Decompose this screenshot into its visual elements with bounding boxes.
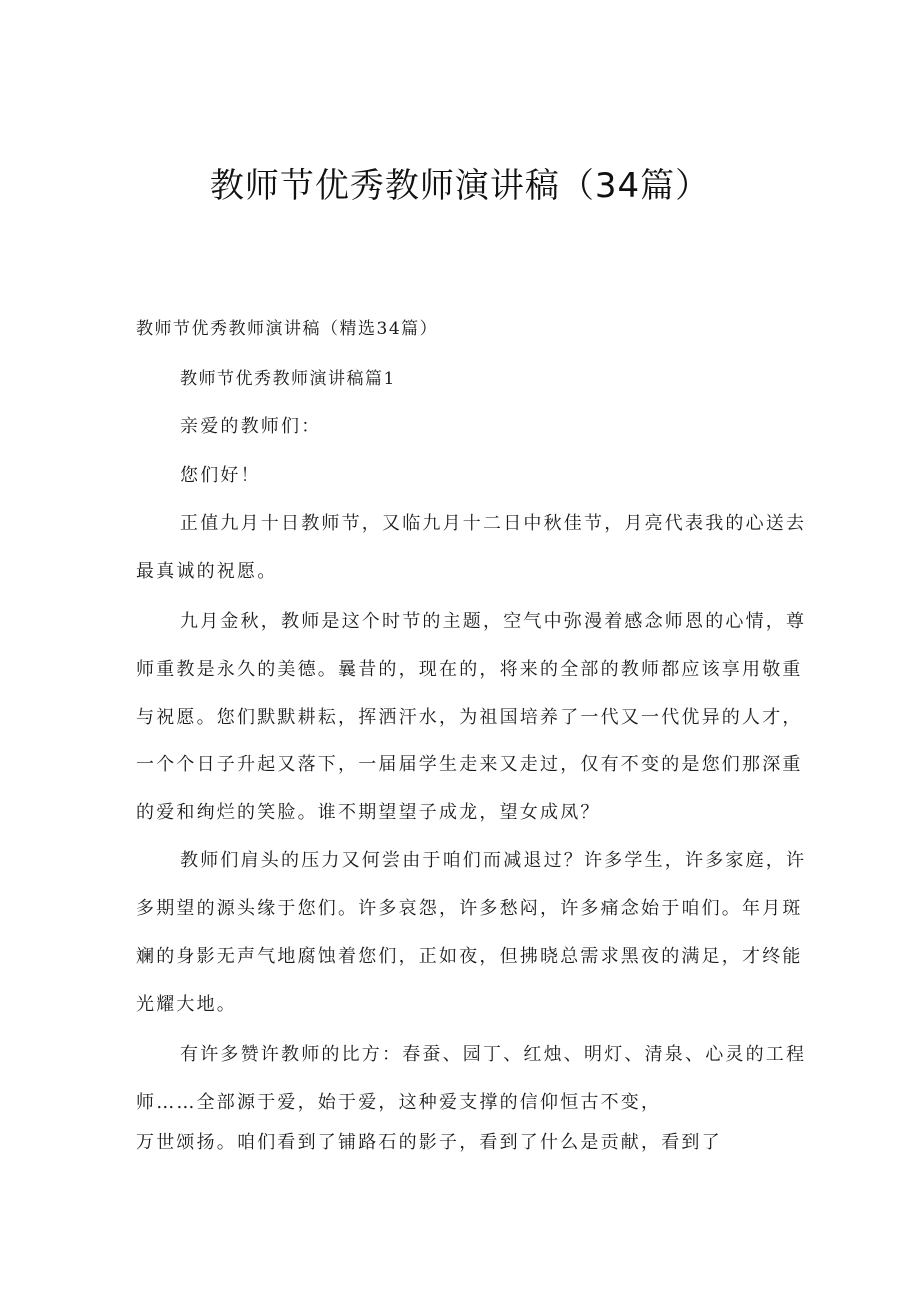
paragraph-line: 一个个日子升起又落下，一届届学生走来又走过，仅有不变的是您们那深重 xyxy=(136,754,803,775)
paragraph-line: 万世颂扬。咱们看到了铺路石的影子，看到了什么是贡献，看到了 xyxy=(136,1132,722,1153)
section-heading: 教师节优秀教师演讲稿篇1 xyxy=(180,369,396,389)
paragraph-line: 正值九月十日教师节，又临九月十二日中秋佳节，月亮代表我的心送去 xyxy=(180,513,807,534)
greeting-line: 亲爱的教师们： xyxy=(180,416,322,437)
paragraph-line: 光耀大地。 xyxy=(136,994,237,1015)
paragraph-line: 有许多赞许教师的比方：春蚕、园丁、红烛、明灯、清泉、心灵的工程 xyxy=(180,1044,807,1065)
document-title: 教师节优秀教师演讲稿（34篇） xyxy=(209,166,711,206)
paragraph-line: 师……全部源于爱，始于爱，这种爱支撑的信仰恒古不变， xyxy=(136,1092,662,1113)
paragraph-line: 多期望的源头缘于您们。许多哀怨，许多愁闷，许多痛念始于咱们。年月斑 xyxy=(136,898,803,919)
document-subtitle: 教师节优秀教师演讲稿（精选34篇） xyxy=(136,319,439,339)
paragraph-line: 与祝愿。您们默默耕耘，挥洒汗水，为祖国培养了一代又一代优异的人才， xyxy=(136,707,803,728)
paragraph-line: 的爱和绚烂的笑脸。谁不期望望子成龙，望女成凤？ xyxy=(136,802,601,823)
paragraph-line: 最真诚的祝愿。 xyxy=(136,561,278,582)
paragraph-line: 斓的身影无声气地腐蚀着您们，正如夜，但拂晓总需求黑夜的满足，才终能 xyxy=(136,946,803,967)
paragraph-line: 九月金秋，教师是这个时节的主题，空气中弥漫着感念师恩的心情，尊 xyxy=(180,611,807,632)
paragraph-line: 教师们肩头的压力又何尝由于咱们而减退过？许多学生，许多家庭，许 xyxy=(180,850,807,871)
paragraph-line: 师重教是永久的美德。曩昔的，现在的，将来的全部的教师都应该享用敬重 xyxy=(136,659,803,680)
salutation-line: 您们好！ xyxy=(180,465,261,486)
